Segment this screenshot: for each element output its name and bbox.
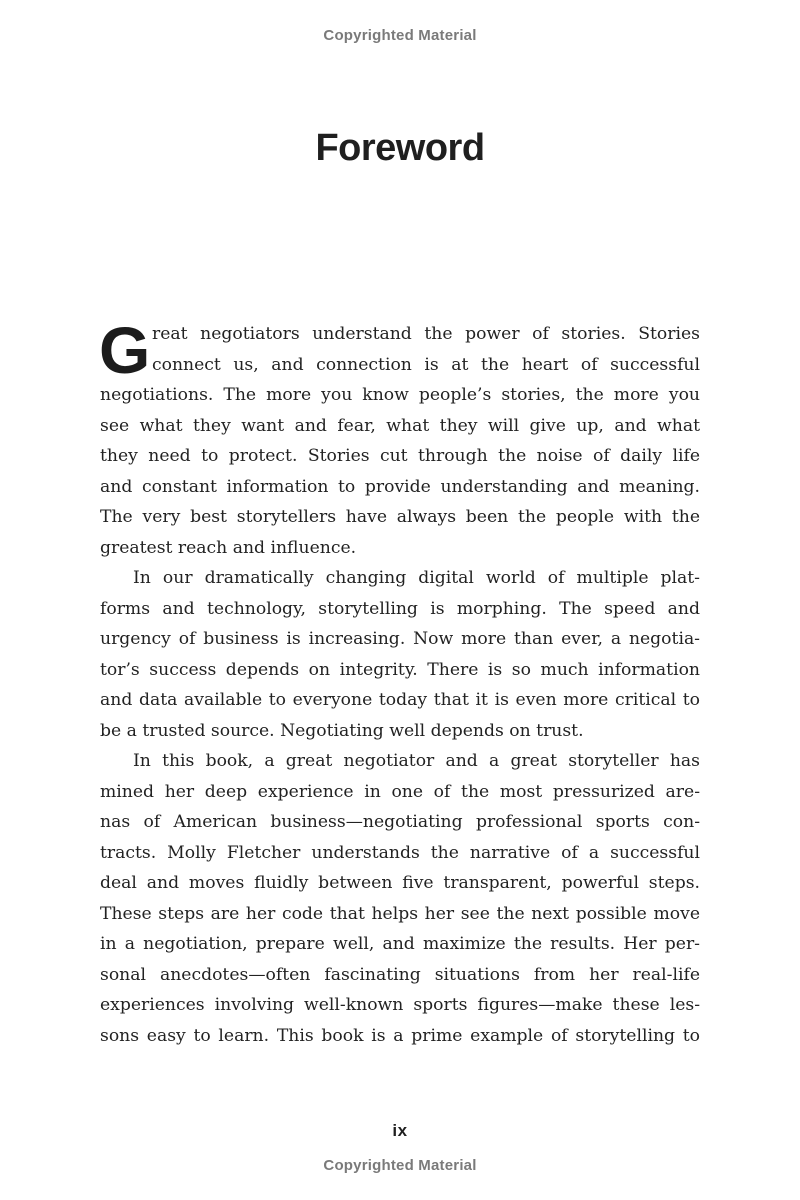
text-line: In our dramatically changing digital world of multiple plat- xyxy=(133,568,700,588)
page-number: ix xyxy=(392,1121,408,1140)
chapter-title: Foreword xyxy=(315,127,485,169)
text-line: deal and moves fluidly between five transparent, powerful steps. xyxy=(100,873,700,893)
text-line: see what they want and fear, what they will give up, and what xyxy=(100,415,700,436)
text-line: The very best storytellers have always been the people with the xyxy=(100,507,700,527)
text-line: reat negotiators understand the power of stories. Stories xyxy=(152,324,700,344)
text-line: These steps are her code that helps her see the next possible move xyxy=(100,903,700,924)
text-line: be a trusted source. Negotiating well depends on trust. xyxy=(100,720,584,741)
text-line: in a negotiation, prepare well, and maximize the results. Her per- xyxy=(100,934,700,954)
copyright-watermark-top: Copyrighted Material xyxy=(323,27,477,44)
text-line: connect us, and connection is at the heart of successful xyxy=(152,354,700,375)
text-line: tor’s success depends on integrity. There is so much information xyxy=(100,659,700,680)
text-line: nas of American business—negotiating professional sports con- xyxy=(100,812,700,832)
text-line: forms and technology, storytelling is morphing. The speed and xyxy=(100,598,700,619)
text-line: negotiations. The more you know people’s stories, the more you xyxy=(100,385,700,405)
text-line: sons easy to learn. This book is a prime example of storytelling to xyxy=(100,1025,700,1046)
text-line: urgency of business is increasing. Now more than ever, a negotia- xyxy=(100,629,700,649)
text-line: sonal anecdotes—often fascinating situations from her real-life xyxy=(100,964,700,985)
copyright-watermark-bottom: Copyrighted Material xyxy=(323,1157,477,1174)
text-line: they need to protect. Stories cut through the noise of daily life xyxy=(100,446,700,466)
text-line: and data available to everyone today that it is even more critical to xyxy=(100,690,700,710)
text-line: greatest reach and influence. xyxy=(100,537,357,558)
body-text xyxy=(99,313,700,1051)
text-line: In this book, a great negotiator and a great storyteller has xyxy=(133,751,700,771)
paragraph-3 xyxy=(100,746,700,1051)
paragraph-2 xyxy=(100,563,700,746)
text-line: and constant information to provide understanding and meaning. xyxy=(100,476,700,497)
drop-cap: G xyxy=(99,313,151,387)
text-line: mined her deep experience in one of the most pressurized are- xyxy=(100,781,700,802)
paragraph-1 xyxy=(99,313,700,563)
text-line: experiences involving well-known sports figures—make these les- xyxy=(100,995,700,1015)
text-line: tracts. Molly Fletcher understands the narrative of a successful xyxy=(100,842,700,863)
